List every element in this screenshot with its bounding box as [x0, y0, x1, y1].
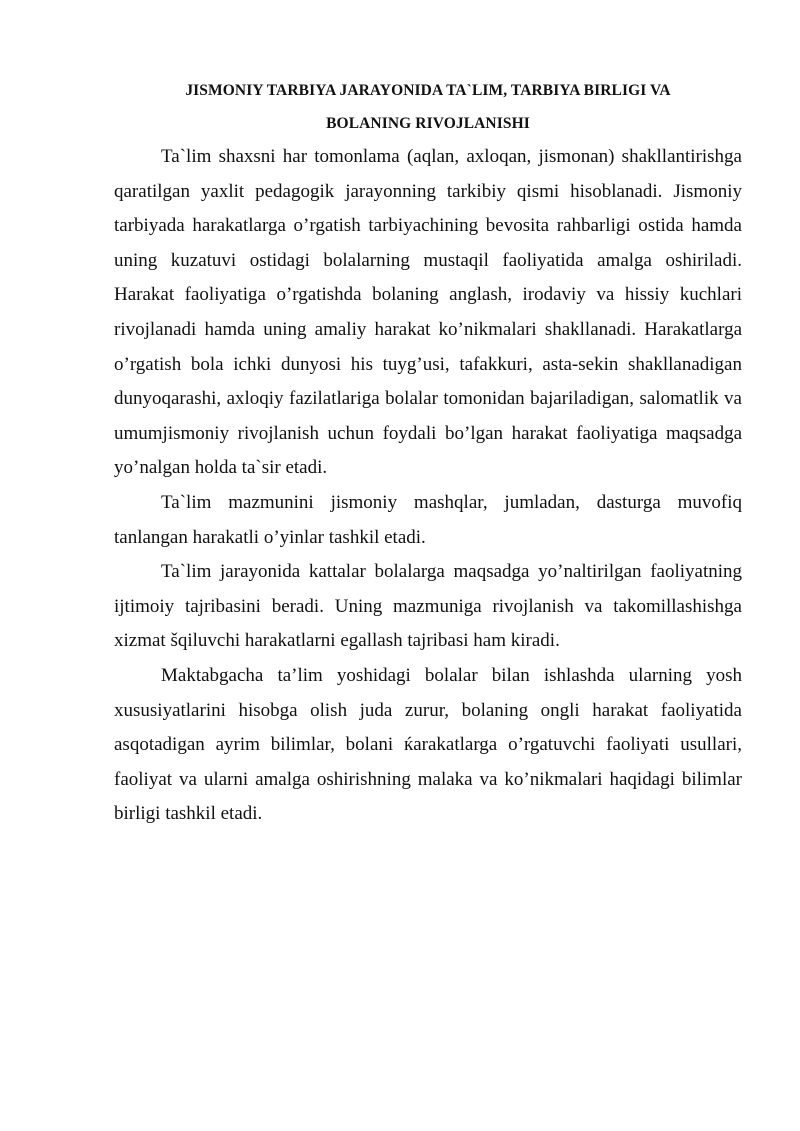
document-body: [114, 74, 742, 832]
document-title: [114, 74, 742, 140]
paragraph-2: Ta`lim mazmunini jismoniy mashqlar, jumladan, dasturga muvofiq tanlangan harakatli o’yinlar tashkil etadi.: [114, 491, 742, 548]
paragraph-4: Maktabgacha ta’lim yoshidagi bolalar bilan ishlashda ularning yosh xususiyatlarini hisobga olish juda zurur, bolaning ongli harakat faoliyatida asqotadigan ayrim bilimlar, bolani ќarakatlarga o’rgatuvchi faoliyati usullari, faoliyat va ularni amalga oshirishning malaka va ko’nikmalari haqidagi bilimlar birligi tashkil etadi.: [114, 664, 742, 825]
title-line-1: JISMONIY TARBIYA JARAYONIDA TA`LIM, TARBIYA BIRLIGI VA: [185, 82, 671, 99]
paragraph-1: Ta`lim shaxsni har tomonlama (aqlan, axloqan, jismonan) shakllantirishga qaratilgan yaxlit pedagogik jarayonning tarkibiy qismi hisoblanadi. Jismoniy tarbiyada harakatlarga o’rgatish tarbiyachining bevosita rahbarligi ostida hamda uning kuzatuvi ostidagi bolalarning mustaqil faoliyatida amalga oshiriladi. Harakat faoliyatiga o’rgatishda bolaning anglash, irodaviy va hissiy kuchlari rivojlanadi hamda uning amaliy harakat ko’nikmalari shakllanadi. Harakatlarga o’rgatish bola ichki dunyosi his tuyg’usi, tafakkuri, asta-sekin shakllanadigan dunyoqarashi, axloqiy fazilatlariga bolalar tomonidan bajariladigan, salomatlik va umumjismoniy rivojlanish uchun foydali bo’lgan harakat faoliyatiga maqsadga yo’nalgan holda ta`sir etadi.: [114, 146, 742, 479]
title-line-2: BOLANING RIVOJLANISHI: [326, 115, 530, 132]
paragraph-3: Ta`lim jarayonida kattalar bolalarga maqsadga yo’naltirilgan faoliyatning ijtimoiy tajribasini beradi. Uning mazmuniga rivojlanish va takomillashishga xizmat šqiluvchi harakatlarni egallash tajribasi ham kiradi.: [114, 561, 742, 652]
